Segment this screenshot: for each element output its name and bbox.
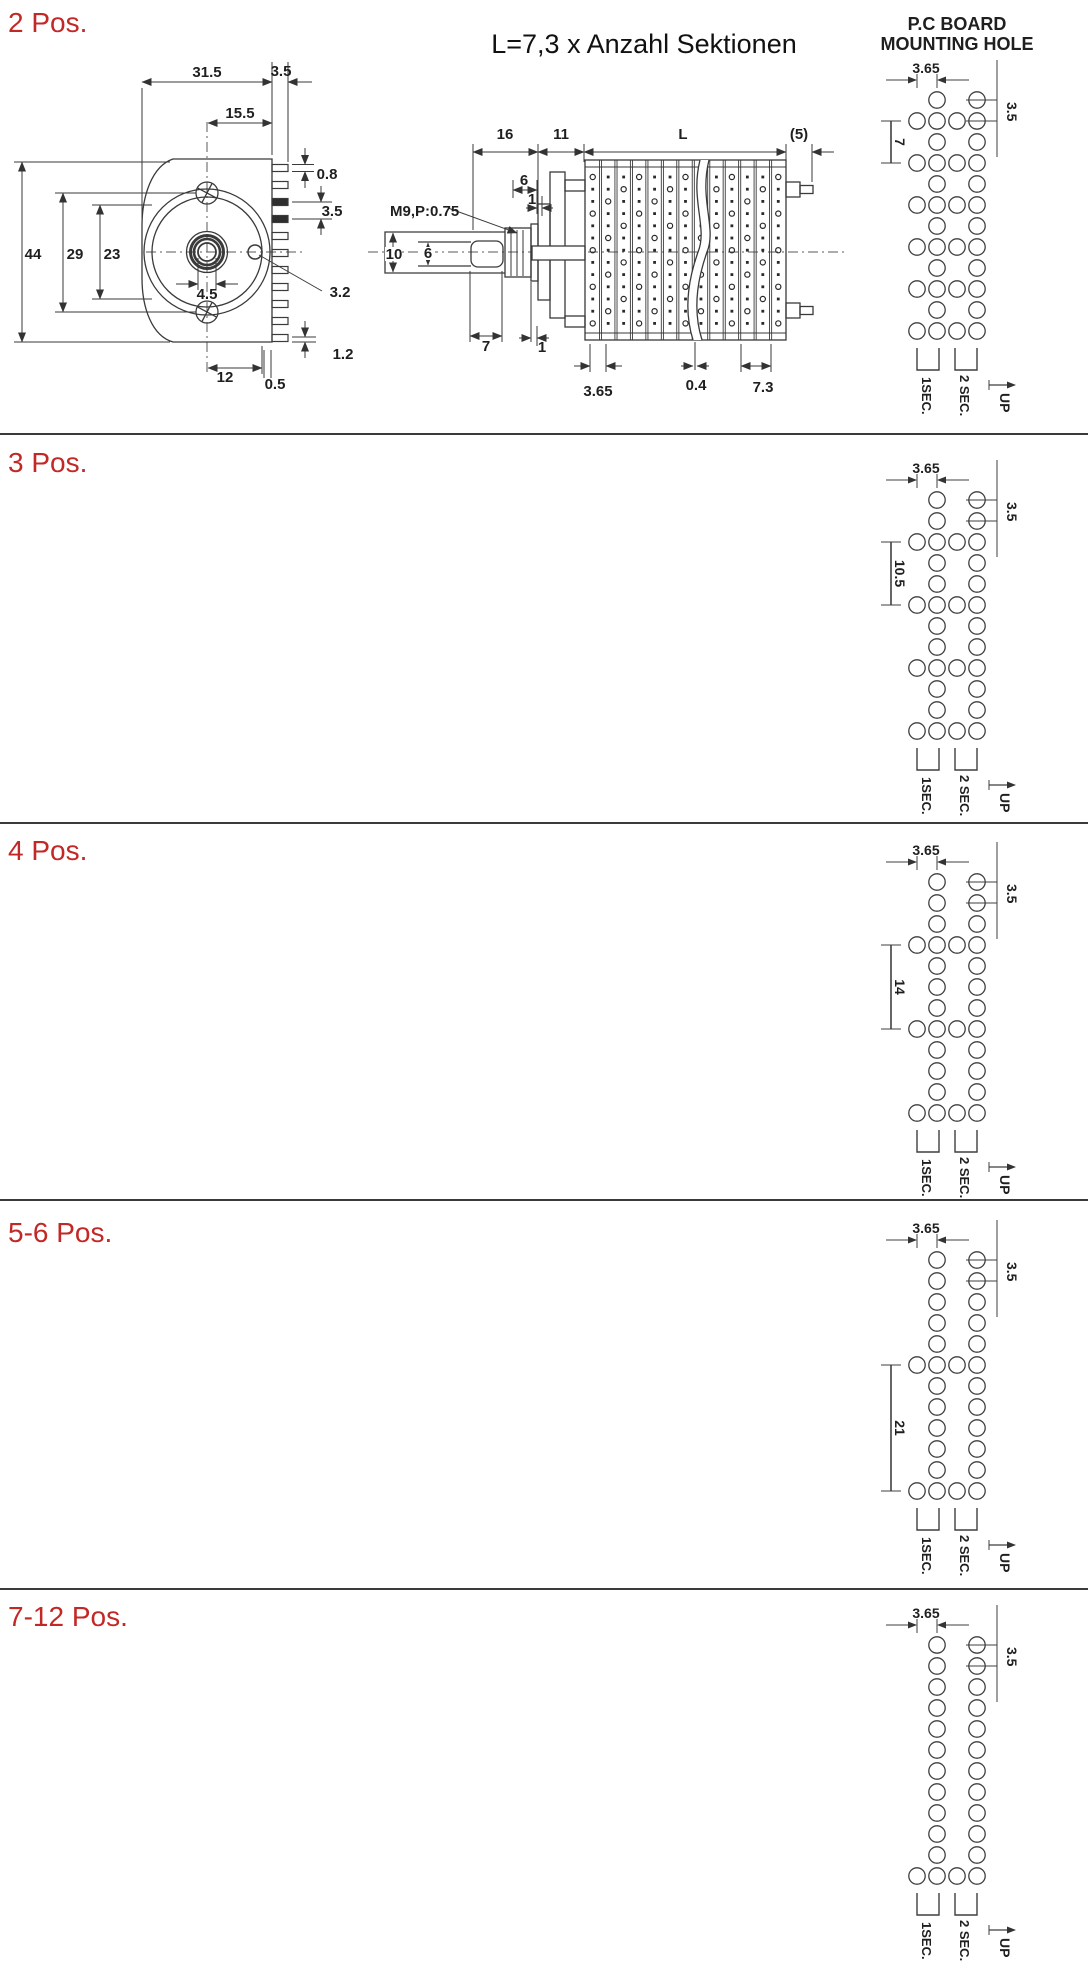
mounting-hole (929, 618, 945, 634)
mounting-hole (929, 1721, 945, 1737)
mounting-hole (949, 597, 965, 613)
mounting-hole (969, 1847, 985, 1863)
rotated-label: 2 SEC. (957, 1535, 972, 1577)
side-view-drawing (356, 0, 866, 410)
mounting-hole (949, 281, 965, 297)
dimension-label: 6 (423, 245, 433, 262)
mounting-hole (969, 639, 985, 655)
mounting-hole (909, 1483, 925, 1499)
mounting-hole (969, 1742, 985, 1758)
mounting-hole (969, 239, 985, 255)
terminal-pin (272, 216, 288, 223)
dimension-label: 0.4 (685, 377, 707, 394)
rotated-label: 1SEC. (919, 1159, 934, 1197)
dimension-label: 0.8 (316, 166, 338, 183)
mounting-hole (969, 1000, 985, 1016)
pcb-hole-pattern-4pos (830, 822, 1088, 1199)
dimension-label: 3.65 (912, 842, 940, 858)
mounting-hole (929, 1273, 945, 1289)
dimension-label: 23 (103, 246, 121, 263)
dimension-label: 10 (385, 246, 403, 263)
mounting-hole (929, 1399, 945, 1415)
mounting-hole (909, 197, 925, 213)
mounting-hole (929, 155, 945, 171)
arrowhead (1007, 1542, 1016, 1549)
arrowhead (1007, 1164, 1016, 1171)
mounting-hole (969, 1483, 985, 1499)
rotated-label: 1SEC. (919, 777, 934, 815)
shaft-flat (471, 241, 503, 267)
mounting-hole (929, 555, 945, 571)
mounting-hole (929, 1637, 945, 1653)
pcb-hole-pattern-7-12pos (830, 1588, 1088, 1977)
mounting-hole (969, 1378, 985, 1394)
arrowhead (937, 77, 946, 84)
mounting-hole (969, 1357, 985, 1373)
mounting-hole (929, 1483, 945, 1499)
mounting-hole (969, 660, 985, 676)
mounting-hole (929, 1315, 945, 1331)
mounting-hole (929, 1294, 945, 1310)
mounting-hole (969, 916, 985, 932)
mounting-hole (929, 197, 945, 213)
mounting-hole (909, 239, 925, 255)
dimension-label: M9,P:0.75 (390, 203, 460, 220)
pcb-hole-pattern-5-6pos (830, 1199, 1088, 1588)
rotated-label: 2 SEC. (957, 375, 972, 417)
mounting-hole (949, 1868, 965, 1884)
rotated-label: UP (997, 1175, 1013, 1195)
mounting-hole (969, 1294, 985, 1310)
dimension-label: 1 (537, 339, 547, 356)
pcb-hole-pattern-3pos (830, 433, 1088, 822)
mounting-hole (929, 660, 945, 676)
dimension-label: 31.5 (192, 64, 222, 81)
mounting-hole (969, 1084, 985, 1100)
mounting-hole (929, 1742, 945, 1758)
dimension-label: 29 (66, 246, 84, 263)
mounting-hole (929, 916, 945, 932)
rotated-label: 3.5 (1004, 1262, 1020, 1282)
mounting-hole (969, 1042, 985, 1058)
rotated-label: 10.5 (892, 559, 908, 588)
mounting-hole (949, 155, 965, 171)
mounting-hole (909, 1357, 925, 1373)
arrowhead (937, 1622, 946, 1629)
mounting-hole (969, 723, 985, 739)
mounting-hole (929, 874, 945, 890)
mounting-hole (929, 260, 945, 276)
mounting-hole (909, 723, 925, 739)
mounting-hole (969, 597, 985, 613)
mounting-hole (929, 895, 945, 911)
mounting-hole (969, 1336, 985, 1352)
arrowhead (908, 77, 917, 84)
mounting-hole (909, 1105, 925, 1121)
mounting-hole (929, 1462, 945, 1478)
dimension-label: 1 (527, 191, 537, 208)
side-view-dimensions (393, 144, 834, 372)
dimension-label: 7 (481, 338, 491, 355)
mounting-hole (929, 1105, 945, 1121)
rotated-label: 2 SEC. (957, 1157, 972, 1199)
dimension-label: 3.65 (912, 1605, 940, 1621)
mounting-hole (969, 1784, 985, 1800)
mounting-hole (969, 681, 985, 697)
dimension-label: 3.5 (270, 63, 292, 80)
mounting-hole (949, 660, 965, 676)
mounting-hole (969, 281, 985, 297)
rotated-label: UP (997, 1553, 1013, 1573)
dimension-label: 0.5 (264, 376, 286, 393)
arrowhead (908, 859, 917, 866)
mounting-hole (929, 576, 945, 592)
terminal-pin (272, 284, 288, 291)
mounting-hole (969, 1420, 985, 1436)
arrowhead (1007, 382, 1016, 389)
terminal-pins (272, 165, 288, 342)
mounting-hole (929, 134, 945, 150)
mounting-hole (929, 1042, 945, 1058)
mounting-hole (909, 1868, 925, 1884)
mounting-hole (969, 555, 985, 571)
rotated-label: 1SEC. (919, 1922, 934, 1960)
arrowhead (937, 859, 946, 866)
section-label-5-6pos: 5-6 Pos. (8, 1217, 113, 1248)
dimension-label: 3.5 (321, 203, 343, 220)
mounting-hole (969, 1868, 985, 1884)
mounting-hole (909, 155, 925, 171)
arrowhead (1007, 1927, 1016, 1934)
dimension-label: 3.65 (912, 460, 940, 476)
contact-marks (590, 174, 781, 326)
mounting-hole (909, 597, 925, 613)
mounting-hole (929, 323, 945, 339)
mounting-hole (949, 534, 965, 550)
mounting-hole (909, 937, 925, 953)
dimension-label: 3.65 (912, 1220, 940, 1236)
rotated-label: 3.5 (1004, 1647, 1020, 1667)
mounting-hole (929, 534, 945, 550)
rotated-label: 2 SEC. (957, 775, 972, 817)
mounting-hole (929, 1805, 945, 1821)
rotated-label: UP (997, 793, 1013, 813)
mounting-hole (929, 597, 945, 613)
mounting-hole (969, 1021, 985, 1037)
mounting-hole (969, 576, 985, 592)
mounting-hole (929, 1847, 945, 1863)
mounting-hole (909, 113, 925, 129)
arrowhead (908, 1237, 917, 1244)
terminal-pin (272, 318, 288, 325)
mounting-hole (929, 1868, 945, 1884)
arrowhead (908, 477, 917, 484)
mounting-hole (949, 1357, 965, 1373)
arrowhead (937, 477, 946, 484)
terminal-pin (272, 165, 288, 172)
terminal-pin (272, 301, 288, 308)
mounting-hole (929, 1784, 945, 1800)
mounting-hole (929, 1763, 945, 1779)
mounting-hole (909, 660, 925, 676)
section-label-7-12pos: 7-12 Pos. (8, 1601, 128, 1632)
mounting-hole (929, 239, 945, 255)
mounting-hole (929, 1700, 945, 1716)
mounting-hole (969, 702, 985, 718)
dimension-label: 7.3 (752, 379, 774, 396)
mounting-hole (969, 134, 985, 150)
mounting-hole (969, 1700, 985, 1716)
rotated-label: UP (997, 1938, 1013, 1958)
mounting-hole (949, 723, 965, 739)
mounting-hole (949, 1483, 965, 1499)
mounting-hole (969, 979, 985, 995)
mounting-hole (929, 1021, 945, 1037)
dimension-label: 15.5 (225, 105, 255, 122)
mounting-hole (929, 176, 945, 192)
mounting-hole (909, 281, 925, 297)
dimension-label: 1.2 (332, 346, 354, 363)
mounting-hole (949, 113, 965, 129)
dimension-label: 4.5 (196, 286, 218, 303)
mounting-hole (929, 723, 945, 739)
dimension-label: 3.65 (583, 383, 613, 400)
mounting-hole (969, 1721, 985, 1737)
rotated-label: 3.5 (1004, 102, 1020, 122)
mounting-hole (909, 1021, 925, 1037)
mounting-hole (969, 1462, 985, 1478)
mounting-hole (929, 281, 945, 297)
mounting-hole (969, 958, 985, 974)
mounting-hole (969, 176, 985, 192)
rotated-label: 2 SEC. (957, 1920, 972, 1962)
rotated-label: UP (997, 393, 1013, 413)
rotated-label: 14 (892, 979, 908, 995)
mounting-hole (929, 218, 945, 234)
mounting-hole (969, 1063, 985, 1079)
dimension-label: L (678, 126, 688, 143)
mounting-hole (929, 113, 945, 129)
mounting-hole (929, 1679, 945, 1695)
rotated-label: 3.5 (1004, 884, 1020, 904)
mounting-hole (969, 1105, 985, 1121)
mounting-hole (929, 1378, 945, 1394)
mounting-hole (929, 302, 945, 318)
front-view-dimension-labels (25, 63, 354, 393)
arrowhead (908, 1622, 917, 1629)
rotated-label: 1SEC. (919, 1537, 934, 1575)
pcb-title: P.C BOARD (907, 14, 1007, 34)
rotated-label: 3.5 (1004, 502, 1020, 522)
mounting-hole (929, 1826, 945, 1842)
dimension-label: 11 (553, 126, 569, 143)
mounting-hole (929, 1336, 945, 1352)
mounting-hole (969, 1315, 985, 1331)
section-label-3pos: 3 Pos. (8, 447, 88, 478)
mounting-hole (929, 1084, 945, 1100)
mounting-hole (909, 323, 925, 339)
dimension-label: 6 (519, 172, 529, 189)
switch-side-outline (385, 172, 585, 327)
pcb-title: MOUNTING HOLE (880, 34, 1034, 54)
mounting-hole (909, 534, 925, 550)
mounting-hole (929, 492, 945, 508)
dimension-label: (5) (789, 126, 809, 143)
mounting-hole (929, 979, 945, 995)
section-label-4pos: 4 Pos. (8, 835, 88, 866)
rotated-label: 21 (892, 1420, 908, 1436)
dimension-label: 3.2 (329, 284, 351, 301)
mounting-hole (969, 534, 985, 550)
mounting-hole (949, 197, 965, 213)
mounting-hole (969, 323, 985, 339)
side-view-title: L=7,3 x Anzahl Sektionen (491, 29, 797, 59)
mounting-hole (929, 1252, 945, 1268)
section-label-2pos: 2 Pos. (8, 7, 88, 38)
section-stack (585, 160, 813, 340)
mounting-hole (929, 1658, 945, 1674)
terminal-pin (272, 199, 288, 206)
dimension-label: 12 (216, 369, 234, 386)
mounting-hole (929, 702, 945, 718)
mounting-hole (929, 1420, 945, 1436)
arrowhead (937, 1237, 946, 1244)
mounting-hole (949, 1021, 965, 1037)
mounting-hole (969, 1399, 985, 1415)
mounting-hole (929, 1063, 945, 1079)
rotated-label: 1SEC. (919, 377, 934, 415)
dimension-label: 16 (496, 126, 514, 143)
mounting-hole (969, 197, 985, 213)
mounting-hole (929, 937, 945, 953)
mounting-hole (929, 1357, 945, 1373)
dimension-label: 3.65 (912, 60, 940, 76)
mounting-hole (969, 1763, 985, 1779)
mounting-hole (929, 513, 945, 529)
pcb-hole-pattern-2pos (830, 0, 1088, 433)
mounting-hole (969, 218, 985, 234)
mounting-hole (949, 937, 965, 953)
arrowhead (1007, 782, 1016, 789)
mounting-hole (929, 1441, 945, 1457)
mounting-hole (969, 155, 985, 171)
rotated-label: 7 (892, 138, 908, 146)
mounting-hole (969, 618, 985, 634)
terminal-pin (272, 182, 288, 189)
mounting-hole (969, 1805, 985, 1821)
mounting-hole (929, 958, 945, 974)
mounting-hole (969, 260, 985, 276)
mounting-hole (949, 239, 965, 255)
front-view-drawing (0, 0, 360, 400)
mounting-hole (969, 302, 985, 318)
mounting-hole (929, 681, 945, 697)
mounting-hole (969, 1441, 985, 1457)
mounting-hole (929, 92, 945, 108)
terminal-pin (272, 233, 288, 240)
mounting-hole (969, 1826, 985, 1842)
mounting-hole (929, 639, 945, 655)
mounting-hole (969, 937, 985, 953)
mounting-hole (929, 1000, 945, 1016)
dimension-label: 44 (24, 246, 42, 263)
mounting-hole (969, 1679, 985, 1695)
mounting-hole (949, 1105, 965, 1121)
terminal-pin (272, 250, 288, 257)
terminal-pin (272, 335, 288, 342)
mounting-hole (949, 323, 965, 339)
